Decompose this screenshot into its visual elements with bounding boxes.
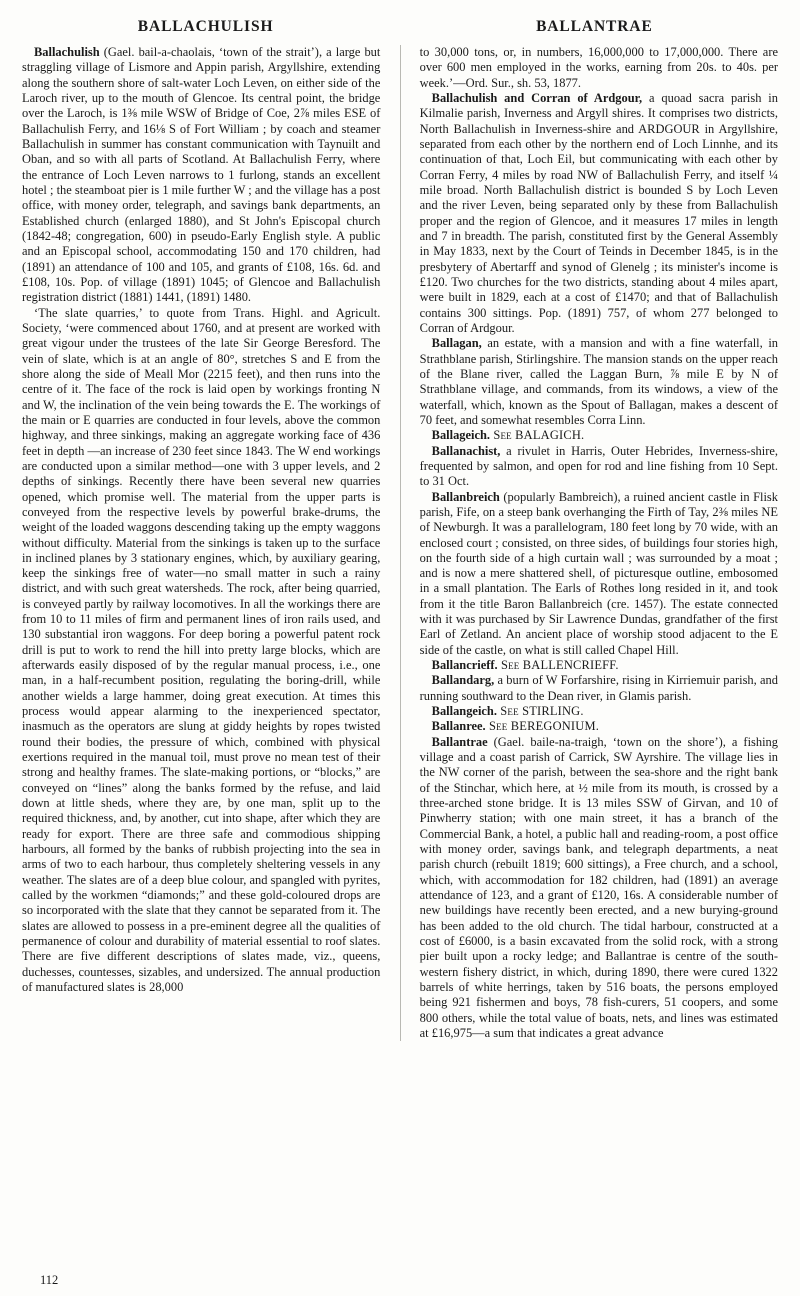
left-running-head: BALLACHULISH xyxy=(137,18,274,35)
page-headers xyxy=(22,18,778,36)
entry-ballanachist xyxy=(420,444,778,490)
entry-head-ballanachist: Ballanachist, xyxy=(431,443,501,458)
entry-body-ballancrieff: See BALLENCRIEFF. xyxy=(497,658,619,673)
entry-ballanbreich xyxy=(420,490,778,659)
left-column xyxy=(22,45,380,1041)
right-running-head: BALLANTRAE xyxy=(536,18,653,35)
entry-head-ballantrae: Ballantrae xyxy=(431,734,488,749)
two-column-body xyxy=(22,45,778,1041)
entry-ballantrae xyxy=(420,735,778,1042)
entry-slate-quarries xyxy=(22,306,380,996)
entry-head-ballageich: Ballageich. xyxy=(431,428,491,443)
entry-body-ballachulish: (Gael. bail-a-chaolais, ‘town of the strait’), a large but straggling village of Lismore and Appin parish, Argyllshire, extending along the southern shore of salt-water Loch Leven, on either side of the Laroch river, up to the mouth of Glencoe. Its central point, the bridge over the Laroch, is 1⅜ mile WSW of Bridge of Coe, 2⅞ miles ESE of Ballachulish Ferry, and 16⅛ S of Fort William ; by coach and steamer Ballachulish in summer has constant communication with Taynuilt and Oban, and so with all parts of Scotland. At Ballachulish Ferry, where the entrance of Loch Leven narrows to 1 furlong, stands an excellent hotel ; the steamboat pier is 1 mile further W ; and the village has a post office, with money order, telegraph, and savings bank departments, an Established church (enlarged 1880), and St John's Episcopal church (1842-48; congregation, 600) in pseudo-Early English style. A public and an Episcopal school, accommodating 150 and 170 children, had (1891) an attendance of 100 and 105, and grants of £108, 16s. 6d. and £108, 10s. Pop. of village (1891) 1045; of Glencoe and Ballachulish registration district (1881) 1441, (1891) 1480. xyxy=(22,45,381,305)
entry-ballagan xyxy=(420,336,778,428)
entry-body-ballageich: See BALAGICH. xyxy=(490,428,585,443)
entry-ballachulish-corran xyxy=(420,91,778,336)
entry-head-ballachulish: Ballachulish xyxy=(34,45,100,59)
entry-head-ballanree: Ballanree. xyxy=(431,719,486,734)
entry-body-ballagan: an estate, with a mansion and with a fine waterfall, in Strathblane parish, Stirlingshire. The mansion stands on the upper reach of the Blane river, called the Laggan Burn, ⅞ mile E by N of Strathblane village, and commands, from its windows, a view of the waterfall, which, known as the Spout of Ballagan, makes a descent of 70 feet, and somewhat resembles Corra Linn. xyxy=(419,336,778,427)
right-column xyxy=(420,45,778,1041)
entry-body-ballanachist: a rivulet in Harris, Outer Hebrides, Inverness-shire, frequented by salmon, and open for rod and line fishing from 10 Sept. to 31 Oct. xyxy=(419,443,778,489)
entry-ballandarg xyxy=(420,673,778,704)
entry-body-ballanree: See BEREGONIUM. xyxy=(485,719,600,734)
entry-head-ballanbreich: Ballanbreich xyxy=(431,489,500,504)
entry-ballanree xyxy=(420,719,778,734)
entry-ballachulish xyxy=(22,45,380,306)
page-number: 112 xyxy=(40,1273,59,1287)
entry-head-ballagan: Ballagan, xyxy=(431,336,482,351)
entry-ballancrieff xyxy=(420,658,778,673)
entry-continuation xyxy=(420,45,778,91)
entry-body-ballachulish-corran: a quoad sacra parish in Kilmalie parish, Inverness and Argyll shires. It comprises two districts, North Ballachulish in Inverness-shire and ARDGOUR in Argyllshire, separated from each other by the northern end of Loch Linnhe, and its continuation of that, Loch Eil, but communicating with each other by Corran Ferry, 4 miles by road NW of Ballachulish Ferry, and itself ¼ mile broad. North Ballachulish district is bounded S by Loch Leven and the river Leven, being separated only by these from Ballachulish proper and the region of Glencoe, and it measures 17 miles in length and 7 in breadth. The parish, constituted first by the General Assembly in May 1833, next by the Court of Teinds in December 1845, is in the presbytery of Abertarff and synod of Glenelg ; its minister's income is £120. Two churches for the two districts, standing about 4 miles apart, were built in 1829, each at a cost of £1470; and that of Ballachulish contains 300 sittings. Pop. (1891) 757, of whom 277 belonged to Corran of Ardgour. xyxy=(419,90,778,335)
entry-body-ballandarg: a burn of W Forfarshire, rising in Kirriemuir parish, and running southward to the Dean river, in Glamis parish. xyxy=(419,673,778,703)
entry-body-ballantrae: (Gael. baile-na-traigh, ‘town on the shore’), a fishing village and a coast parish of Carrick, SW Ayrshire. The village lies in the NW corner of the parish, between the sea-shore and the right bank of the Stinchar, which here, at ½ mile from its mouth, is crossed by a three-arched stone bridge. It is 13 miles SSW of Girvan, and 10 of Pinwherry station; with one main street, it has a branch of the Commercial Bank, a hotel, a public hall and reading-room, a post office with money order, savings bank, and telegraph departments, a neat parish church (rebuilt 1819; 600 sittings), a Free church, and a school, which, with accommodation for 182 children, had (1891) an average attendance of 123, and a grant of £120, 16s. A considerable number of new buildings have recently been erected, and a new burying-ground has been added to the old church. The tidal harbour, constructed at a cost of £6000, is a basin excavated from the solid rock, with a strong pier built upon a rocky ledge; and Ballantrae is centre of the south-western fishery district, in which, during 1890, there were cured 1322 barrels of white herrings, taken by 516 boats, the persons employed being 921 fishermen and boys, 78 fish-curers, 51 coopers, and some 800 others, while the total value of boats, nets, and lines was estimated at £16,975—a sum that indicates a great advance xyxy=(419,734,778,1040)
entry-head-ballancrieff: Ballancrieff. xyxy=(431,658,498,673)
entry-head-ballachulish-corran: Ballachulish and Corran of Ardgour, xyxy=(431,90,643,105)
entry-body-slate-quarries: ‘The slate quarries,’ to quote from Trans. Highl. and Agricult. Society, ‘were commenced about 1760, and at present are worked with great vigour under the trustees of the late Sir George Beresford. The vein of slate, which is at an angle of 80°, stretches S and E from the shore along the side of Meall Mor (2215 feet), and then runs into the centre of it. The face of the rock is laid open by workings fronting N and W, the inclination of the vein being towards the E. The workings of the main or E quarries are conducted in four levels, above the common highway, and three sinkings, making an aggregate working face of 436 feet in depth —an increase of 230 feet since 1843. The W end workings are conducted upon a similar method—one with 3 upper levels, and 2 depths of sinkings. Recently there have been several new quarries opened, which promise well. The material from the upper parts is conveyed from the respective levels by powerful brake-drums, the weight of the loaded waggons descending taking up the empty waggons without difficulty. Material from the sinkings is taken up to the surface in inclined planes by 3 stationary engines, which, by auxiliary gearing, keep the sinkings free of water—no small matter in such a rainy district, and with such great watersheds. The rock, after being quarried, is conveyed partly by railway locomotives. In all the workings there are from 10 to 11 miles of firm and permanent lines of iron rails used, and 130 substantial iron waggons. For deep boring a powerful patent rock drill is put to work to rend the hill into pretty large blocks, which are afterwards easily disposed of by the regular manual process, i.e., one man, in a half-recumbent position, regulating the boring-drill, while another wields a large hammer, doing great execution. At times this process would appear alarming to the inexperienced spectator, inasmuch as the operators are slung at giddy heights by ropes twisted round their bodies, the pressure of which, combined with physical exertions required in the manual toil, must prove no mean test of their strong and healthy frames. The slate-making portions, or “blocks,” are conveyed on “lines” along the banks formed by the refuse, and laid down at little sheds, where they are, by one man, split up to the required thickness, and, by another, cut into shape, after which they are ready for export. There are three safe and commodious shipping harbours, all formed by the banks of rubbish projecting into the sea in arms of two to each harbour, thus completely sheltering vessels in any weather. The slates are of a deep blue colour, and spangled with pyrites, called by the workmen “diamonds;” and these gold-coloured drops are so incorporated with the slate that they cannot be separated from it. The slates are allowed to possess in a pre-eminent degree all the qualities of permanence of colour and durability of material essential to roof slates. There are five different descriptions of slates made, viz., queens, duchesses, countesses, sizables, and undersized. The annual production of manufactured slates is 28,000 xyxy=(22,305,381,995)
entry-body-ballanbreich: (popularly Bambreich), a ruined ancient castle in Flisk parish, Fife, on a steep bank overhanging the Firth of Tay, 2⅜ miles NE of Newburgh. It was a parallelogram, 180 feet long by 70 wide, with an enclosed court ; consisted, on three sides, of buildings four stories high, on the fourth side of a high curtain wall ; was surrounded by a moat ; and is now a mere shattered shell, of picturesque outline, embosomed in a small plantation. The Earls of Rothes long resided in it, and took from it the title Baron Ballanbreich (cre. 1457). The estate connected with it was purchased by Sir Lawrence Dundas, grandfather of the first Earl of Zetland. An ancient place of worship stood adjacent to the E side of the castle, on what is still called Chapel Hill. xyxy=(419,489,778,657)
entry-head-ballandarg: Ballandarg, xyxy=(431,673,495,688)
entry-ballageich xyxy=(420,428,778,443)
column-divider xyxy=(400,45,401,1041)
entry-body-ballangeich: See STIRLING. xyxy=(496,704,584,719)
entry-head-ballangeich: Ballangeich. xyxy=(431,704,497,719)
entry-ballangeich xyxy=(420,704,778,719)
entry-body-continuation: to 30,000 tons, or, in numbers, 16,000,000 to 17,000,000. There are over 600 men employed in the works, earning from 20s. to 40s. per week.’—Ord. Sur., sh. 53, 1877. xyxy=(419,45,778,90)
